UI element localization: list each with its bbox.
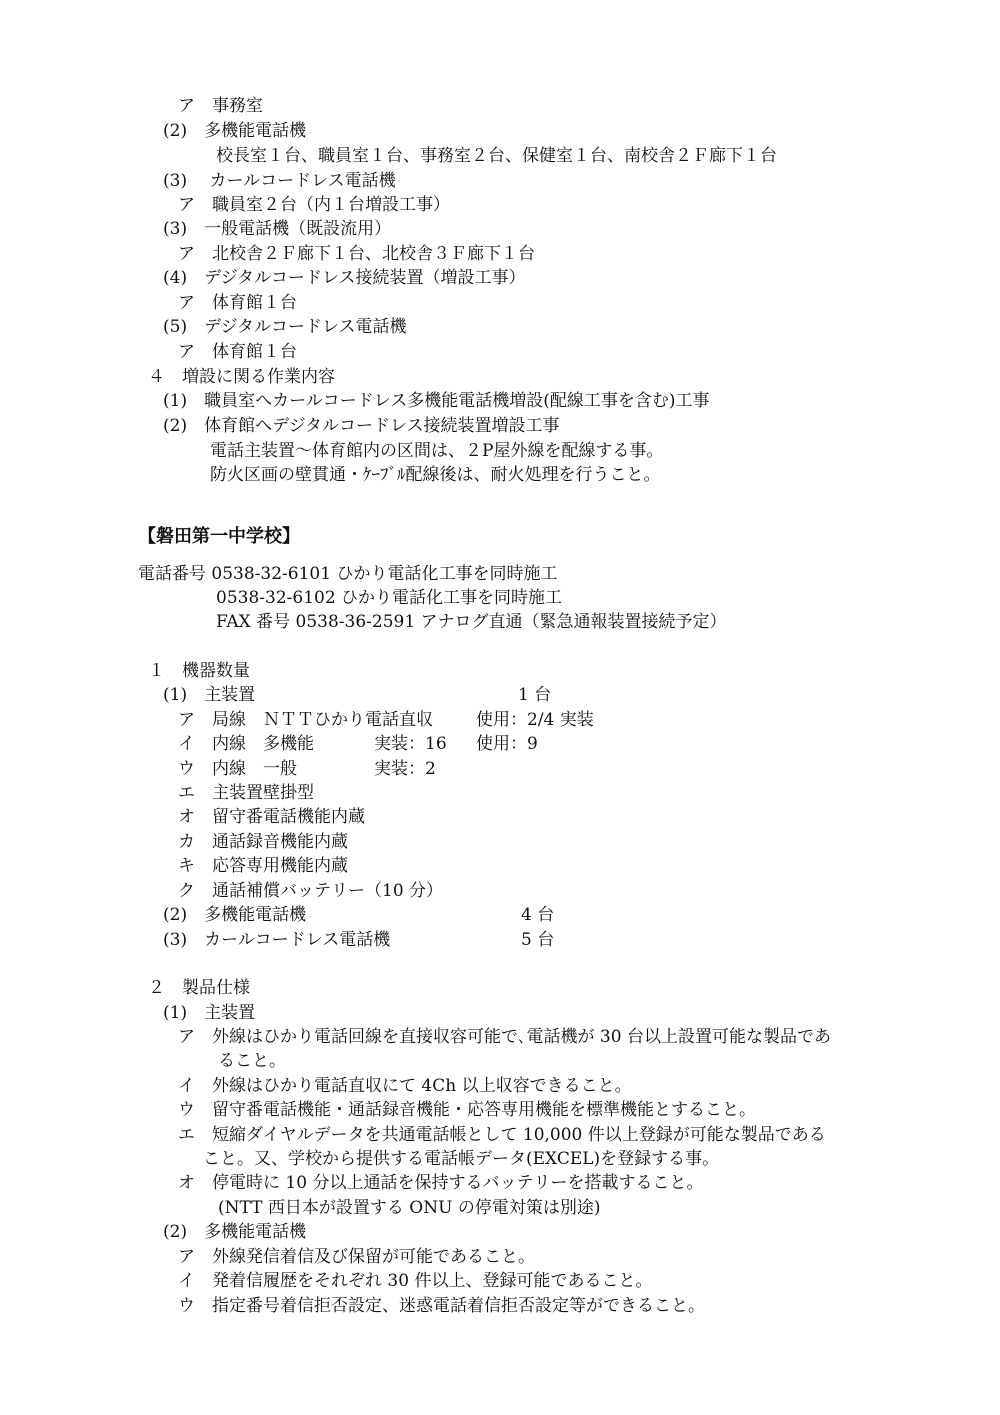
equipment-multifunction-phone: (2) 多機能電話機 <box>163 905 307 925</box>
item-general-phone: (3) 一般電話機（既設流用） <box>163 219 392 239</box>
specs-multi-a: ア 外線発信着信及び保留が可能であること。 <box>178 1247 535 1267</box>
school-title: 【磐田第一中学校】 <box>138 526 300 547</box>
equipment-main-unit: (1) 主装置 <box>163 685 256 705</box>
phone-number-1: 電話番号 0538-32-6101 ひかり電話化工事を同時施工 <box>138 564 558 584</box>
work-item-1: (1) 職員室へカールコードレス多機能電話機増設(配線工事を含む)工事 <box>163 391 710 411</box>
equipment-line-u: ウ 内線 一般 <box>178 759 297 779</box>
equipment-line-ki: キ 応答専用機能内蔵 <box>178 856 348 876</box>
specs-main-i: イ 外線はひかり電話直収にて 4Ch 以上収容できること。 <box>178 1076 632 1096</box>
equipment-line-a: ア 局線 ＮＴＴひかり電話直収 <box>178 710 433 730</box>
section-equipment-quantity: １ 機器数量 <box>148 661 250 681</box>
work-item-2-detail-2: 防火区画の壁貫通・ｹｰﾌﾞﾙ配線後は、耐火処理を行うこと。 <box>210 465 661 485</box>
equipment-multifunction-phone-qty: 4 台 <box>521 905 555 925</box>
specs-main-a-line2: ること。 <box>218 1051 286 1071</box>
digital-phone-location: ア 体育館１台 <box>178 342 297 362</box>
general-phone-locations: ア 北校舎２Ｆ廊下１台、北校舎３Ｆ廊下１台 <box>178 244 535 264</box>
equipment-line-ka: カ 通話録音機能内蔵 <box>178 832 348 852</box>
specs-main-e-line1: エ 短縮ダイヤルデータを共通電話帳として 10,000 件以上登録が可能な製品である <box>178 1125 826 1145</box>
equipment-line-e: エ 主装置壁掛型 <box>178 783 314 803</box>
specs-multi-i: イ 発着信履歴をそれぞれ 30 件以上、登録可能であること。 <box>178 1271 653 1291</box>
equipment-curl-cordless-phone-qty: 5 台 <box>521 930 555 950</box>
multifunction-phone-locations: 校長室１台、職員室１台、事務室２台、保健室１台、南校舎２Ｆ廊下１台 <box>216 146 777 166</box>
fax-number: FAX 番号 0538-36-2591 アナログ直通（緊急通報装置接続予定） <box>216 612 727 632</box>
equipment-line-ku: ク 通話補償バッテリー（10 分） <box>178 881 444 901</box>
equipment-line-a-usage: 使用：2/4 実装 <box>476 710 594 730</box>
item-office: ア 事務室 <box>178 96 263 116</box>
equipment-line-u-implemented: 実装：2 <box>374 759 436 779</box>
equipment-line-i-implemented: 実装：16 <box>374 734 447 754</box>
equipment-line-i-usage: 使用：9 <box>476 734 538 754</box>
equipment-line-i: イ 内線 多機能 <box>178 734 314 754</box>
item-multifunction-phone: (2) 多機能電話機 <box>163 121 307 141</box>
specs-main-o-line1: オ 停電時に 10 分以上通話を保持するバッテリーを搭載すること。 <box>178 1173 704 1193</box>
digital-connector-location: ア 体育館１台 <box>178 293 297 313</box>
specs-main-o-line2: (NTT 西日本が設置する ONU の停電対策は別途) <box>218 1198 601 1218</box>
specs-main-a-line1: ア 外線はひかり電話回線を直接収容可能で､電話機が 30 台以上設置可能な製品であ <box>178 1027 831 1047</box>
equipment-main-unit-qty: 1 台 <box>518 685 552 705</box>
item-digital-cordless-connector: (4) デジタルコードレス接続装置（増設工事） <box>163 268 526 288</box>
specs-main-unit: (1) 主装置 <box>163 1003 256 1023</box>
specs-multi-u: ウ 指定番号着信拒否設定、迷惑電話着信拒否設定等ができること。 <box>178 1296 705 1316</box>
section-work-content: ４ 増設に関る作業内容 <box>148 367 335 387</box>
phone-number-2: 0538-32-6102 ひかり電話化工事を同時施工 <box>216 588 563 608</box>
equipment-curl-cordless-phone: (3) カールコードレス電話機 <box>163 930 391 950</box>
item-digital-cordless-phone: (5) デジタルコードレス電話機 <box>163 317 407 337</box>
curl-cordless-location: ア 職員室２台（内１台増設工事） <box>178 195 450 215</box>
work-item-2: (2) 体育館へデジタルコードレス接続装置増設工事 <box>163 416 560 436</box>
specs-main-e-line2: こと。又、学校から提供する電話帳データ(EXCEL)を登録する事。 <box>203 1149 720 1169</box>
work-item-2-detail-1: 電話主装置～体育館内の区間は、２P屋外線を配線する事。 <box>210 441 664 461</box>
item-curl-cordless-phone: (3) カールコードレス電話機 <box>163 171 396 191</box>
specs-main-u: ウ 留守番電話機能・通話録音機能・応答専用機能を標準機能とすること。 <box>178 1100 756 1120</box>
equipment-line-o: オ 留守番電話機能内蔵 <box>178 807 365 827</box>
section-product-specs: ２ 製品仕様 <box>148 978 250 998</box>
specs-multifunction-phone: (2) 多機能電話機 <box>163 1222 307 1242</box>
